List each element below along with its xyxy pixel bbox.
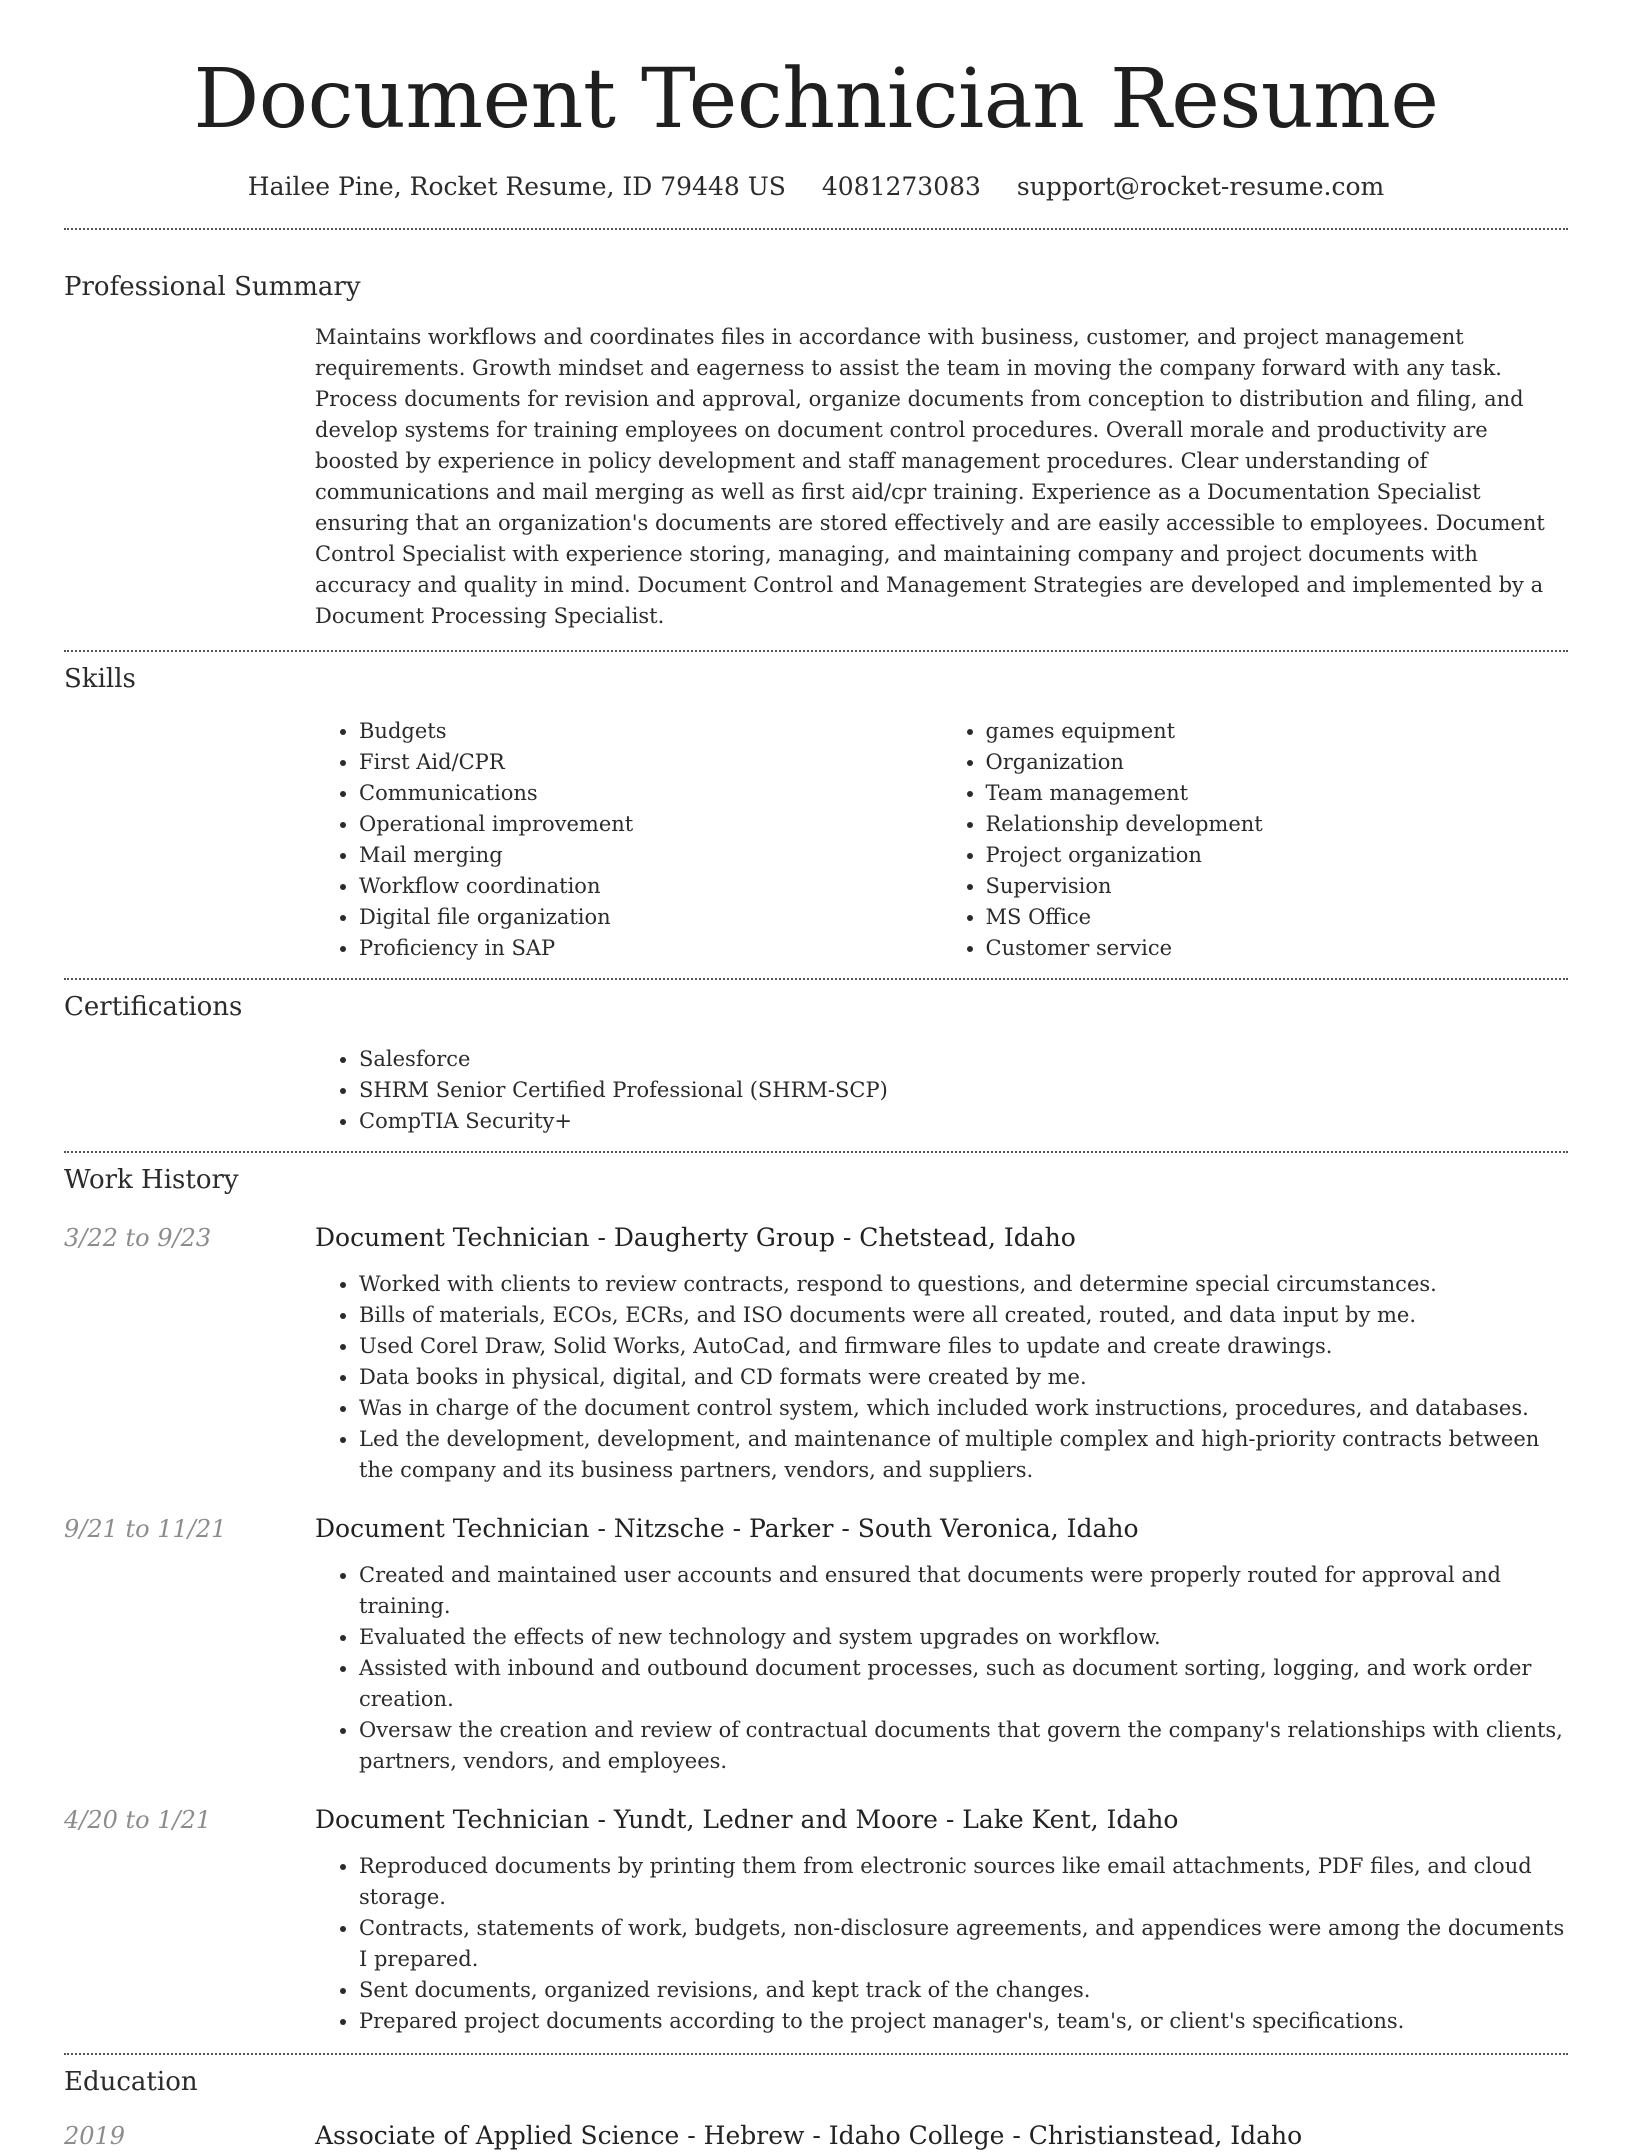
education-entry [64,2119,1568,2153]
job-heading: Document Technician - Yundt, Ledner and Moore - Lake Kent, Idaho [315,1805,1179,1834]
job-bullets [315,1269,1568,1486]
skills-list-left [315,716,942,964]
certification-item: • CompTIA Security+ [359,1106,1568,1137]
summary-content [315,322,1568,632]
skill-item: • Customer service [986,933,1569,964]
job-bullet: • Reproduced documents by printing them from electronic sources like email attachments, PDF files, and cloud storage. [359,1851,1568,1913]
contact-phone: 4081273083 [821,172,981,201]
skill-item: • Communications [359,778,942,809]
education-section [64,2065,1568,2153]
job-bullet: • Bills of materials, ECOs, ECRs, and ISO documents were all created, routed, and data input by me. [359,1300,1568,1331]
skill-item: • Team management [986,778,1569,809]
job-body [315,1221,1568,1486]
contact-line [64,170,1568,204]
skill-item: • Relationship development [986,809,1569,840]
skills-title: Skills [64,664,136,694]
divider [64,1151,1568,1153]
skill-item: • MS Office [986,902,1569,933]
job-bullet: • Created and maintained user accounts and ensured that documents were properly routed for approval and training. [359,1560,1568,1622]
job-bullet: • Sent documents, organized revisions, and kept track of the changes. [359,1975,1568,2006]
work-history-title: Work History [64,1165,239,1195]
job-bullet: • Contracts, statements of work, budgets, non-disclosure agreements, and appendices were among the documents I prepared. [359,1913,1568,1975]
job-heading: Document Technician - Nitzsche - Parker - South Veronica, Idaho [315,1514,1139,1543]
job-heading: Document Technician - Daugherty Group - Chetstead, Idaho [315,1223,1076,1252]
contact-address: Hailee Pine, Rocket Resume, ID 79448 US [247,172,786,201]
job-body [315,1803,1568,2037]
skill-item: • Digital file organization [359,902,942,933]
divider [64,978,1568,980]
skill-item: • Proficiency in SAP [359,933,942,964]
job-dates: 9/21 to 11/21 [64,1515,227,1543]
skills-section [64,662,1568,964]
summary-section [64,270,1568,632]
job-bullet: • Evaluated the effects of new technology and system upgrades on workflow. [359,1622,1568,1653]
work-history-section [64,1163,1568,2037]
job-bullets [315,1560,1568,1777]
skill-item: • Workflow coordination [359,871,942,902]
contact-email: support@rocket-resume.com [1016,172,1385,201]
skill-item: • Operational improvement [359,809,942,840]
certifications-title: Certifications [64,992,243,1022]
job-entry [64,1221,1568,1486]
job-dates: 3/22 to 9/23 [64,1224,212,1252]
job-bullet: • Used Corel Draw, Solid Works, AutoCad, and firmware files to update and create drawings. [359,1331,1568,1362]
certification-item: • SHRM Senior Certified Professional (SHRM-SCP) [359,1075,1568,1106]
job-bullet: • Data books in physical, digital, and CD formats were created by me. [359,1362,1568,1393]
job-bullet: • Led the development, development, and maintenance of multiple complex and high-priority contracts between the company and its business partners, vendors, and suppliers. [359,1424,1568,1486]
job-bullets [315,1851,1568,2037]
skill-item: • Organization [986,747,1569,778]
skill-item: • First Aid/CPR [359,747,942,778]
job-body [315,1512,1568,1777]
job-entry [64,1512,1568,1777]
divider [64,2053,1568,2055]
skill-item: • Mail merging [359,840,942,871]
divider [64,650,1568,652]
job-bullet: • Oversaw the creation and review of contractual documents that govern the company's relationships with clients, partners, vendors, and employees. [359,1715,1568,1777]
education-date: 2019 [64,2122,126,2150]
skills-list-right [942,716,1569,964]
education-heading: Associate of Applied Science - Hebrew - Idaho College - Christianstead, Idaho [315,2121,1303,2150]
job-bullet: • Assisted with inbound and outbound document processes, such as document sorting, logging, and work order creation. [359,1653,1568,1715]
skill-item: • Budgets [359,716,942,747]
skill-item: • Project organization [986,840,1569,871]
skill-item: • Supervision [986,871,1569,902]
resume-page [64,0,1568,2153]
certifications-section [64,990,1568,1137]
skill-item: • games equipment [986,716,1569,747]
skills-grid [315,716,1568,964]
page-title: Document Technician Resume [193,52,1439,147]
education-title: Education [64,2067,198,2097]
certifications-content [315,1044,1568,1137]
certification-item: • Salesforce [359,1044,1568,1075]
job-entry [64,1803,1568,2037]
job-dates: 4/20 to 1/21 [64,1806,212,1834]
divider [64,228,1568,230]
job-bullet: • Worked with clients to review contracts, respond to questions, and determine special circumstances. [359,1269,1568,1300]
certifications-list [315,1044,1568,1137]
summary-text: Maintains workflows and coordinates files in accordance with business, customer, and project management requirements. Growth mindset and eagerness to assist the team in moving the company forward with any task. Process documents for revision and approval, organize documents from conception to distribution and filing, and develop systems for training employees on document control procedures. Overall morale and productivity are boosted by experience in policy development and staff management procedures. Clear understanding of communications and mail merging as well as first aid/cpr training. Experience as a Documentation Specialist ensuring that an organization's documents are stored effectively and are easily accessible to employees. Document Control Specialist with experience storing, managing, and maintaining company and project documents with accuracy and quality in mind. Document Control and Management Strategies are developed and implemented by a Document Processing Specialist. [315,325,1545,628]
job-bullet: • Was in charge of the document control system, which included work instructions, procedures, and databases. [359,1393,1568,1424]
education-body [315,2119,1568,2153]
job-bullet: • Prepared project documents according to the project manager's, team's, or client's specifications. [359,2006,1568,2037]
summary-title: Professional Summary [64,272,361,302]
